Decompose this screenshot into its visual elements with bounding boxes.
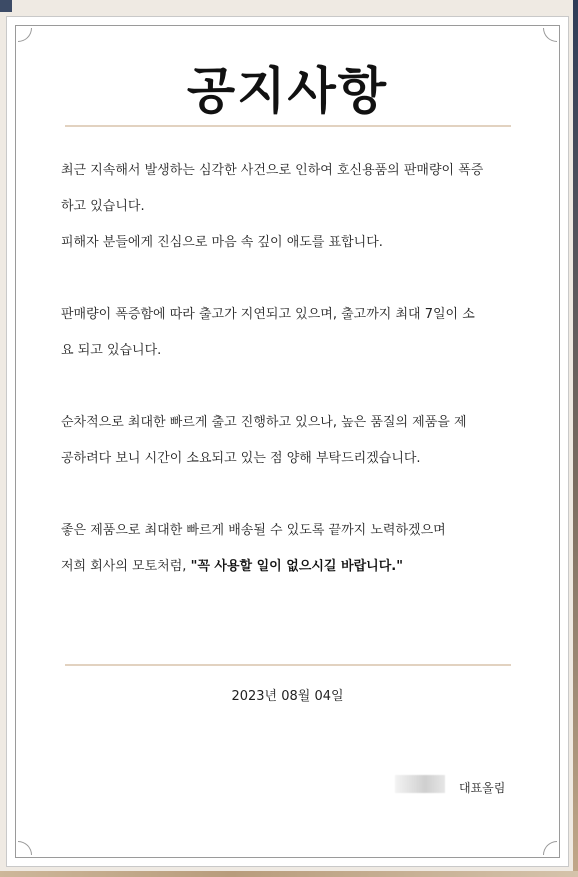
notice-title: 공지사항 [186, 62, 389, 120]
body-line: 최근 지속해서 발생하는 심각한 사건으로 인하여 호신용품의 판매량이 폭증 [61, 163, 484, 178]
redacted-name [395, 775, 445, 793]
edge-decoration-right [573, 0, 578, 877]
notice-frame [6, 16, 569, 867]
border-corner [18, 28, 32, 42]
body-line: 피해자 분들에게 진심으로 마음 속 깊이 애도를 표합니다. [61, 235, 383, 250]
motto-prefix: 저희 회사의 모토처럼, [61, 559, 191, 574]
body-line: 요 되고 있습니다. [61, 343, 162, 358]
date-divider [65, 664, 511, 666]
body-line: 순차적으로 최대한 빠르게 출고 진행하고 있으나, 높은 품질의 제품을 제 [61, 415, 467, 430]
body-line: 하고 있습니다. [61, 199, 145, 214]
body-line: 공하려다 보니 시간이 소요되고 있는 점 양해 부탁드리겠습니다. [61, 451, 421, 466]
body-line: 판매량이 폭증함에 따라 출고가 지연되고 있으며, 출고까지 최대 7일이 소 [61, 307, 475, 322]
body-line: 좋은 제품으로 최대한 빠르게 배송될 수 있도록 끝까지 노력하겠으며 [61, 523, 446, 538]
title-divider [65, 125, 511, 127]
border-corner [18, 841, 32, 855]
motto-line [61, 549, 531, 585]
notice-date: 2023년 08월 04일 [231, 689, 344, 704]
company-motto: "꼭 사용할 일이 없으시길 바랍니다." [190, 559, 403, 574]
border-corner [543, 841, 557, 855]
border-corner [543, 28, 557, 42]
signature: 대표올림 [459, 781, 506, 795]
corner-accent [0, 0, 12, 12]
edge-decoration-bottom [0, 871, 578, 877]
notice-body [61, 153, 531, 585]
